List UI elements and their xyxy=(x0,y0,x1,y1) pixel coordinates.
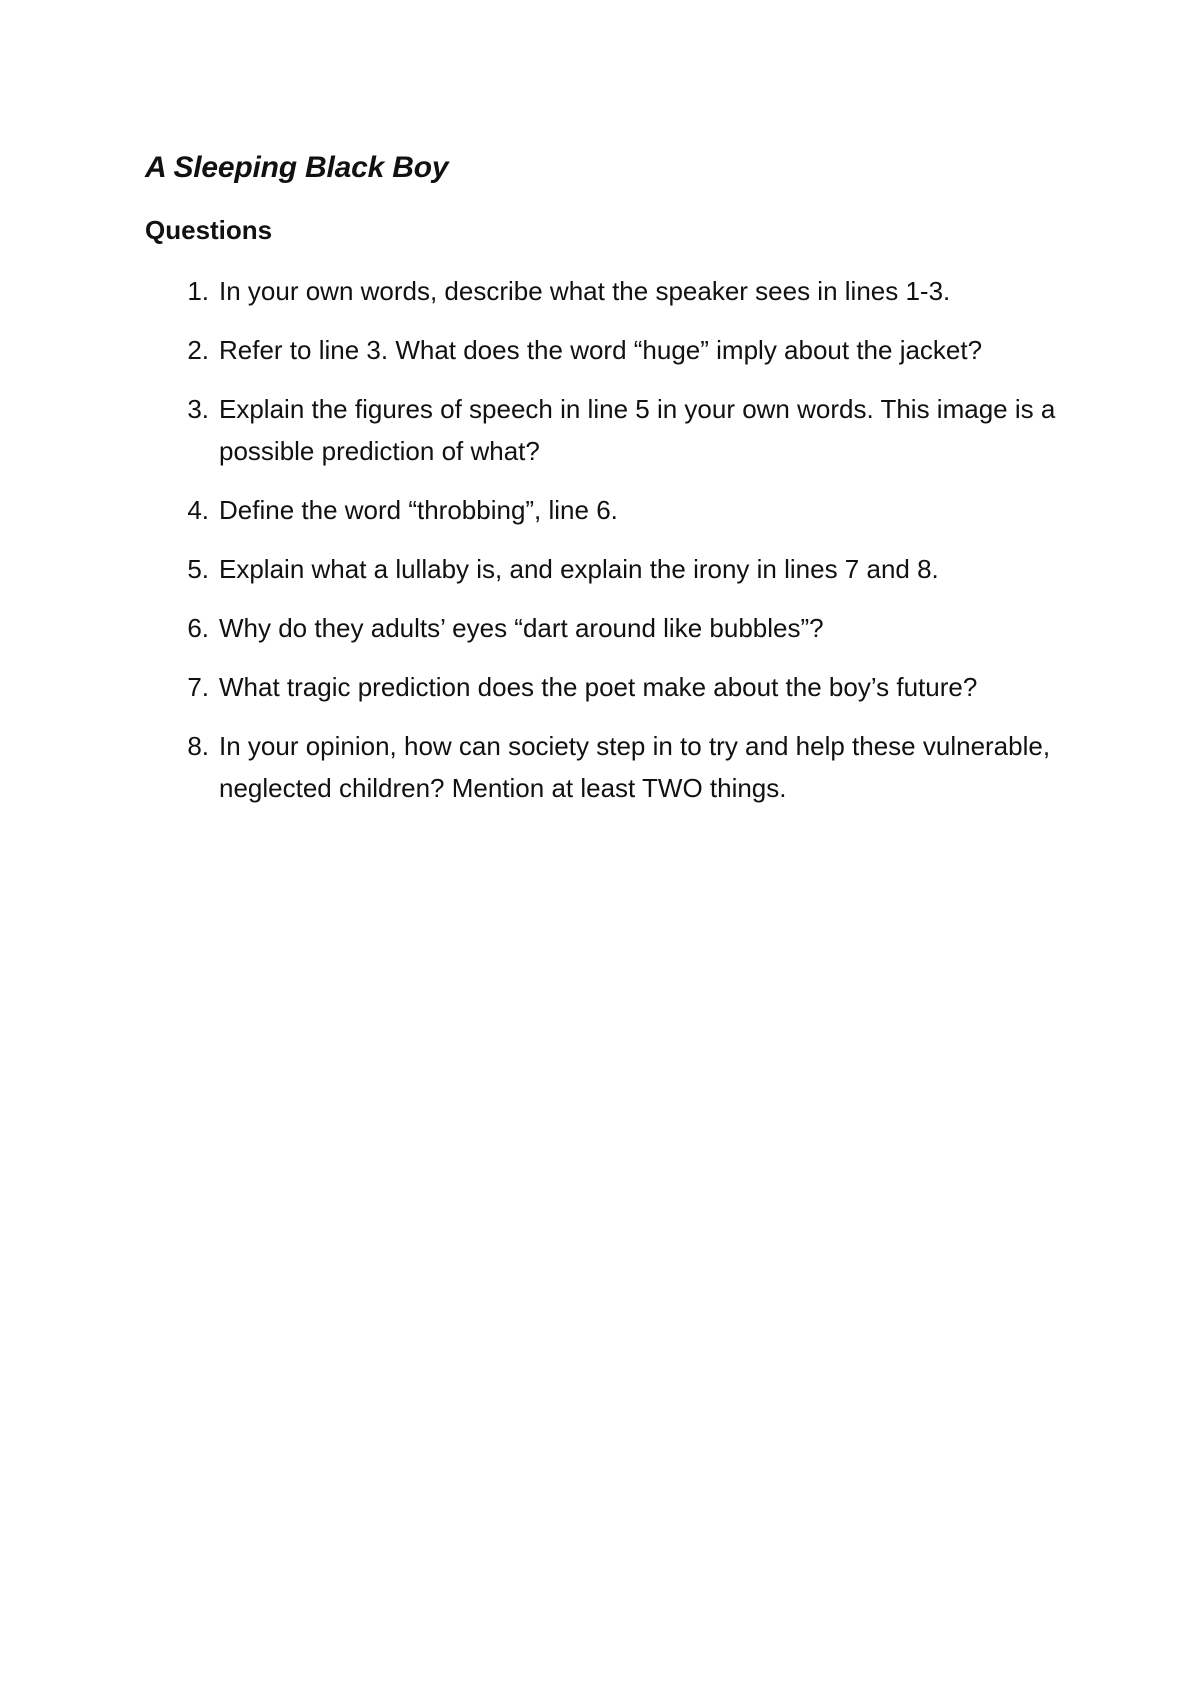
question-item-2 xyxy=(145,329,1075,371)
question-number-1: 1. xyxy=(187,276,209,306)
question-item-6 xyxy=(145,607,1075,649)
question-number-2: 2. xyxy=(187,335,209,365)
question-item-1 xyxy=(145,270,1075,312)
question-text-6: Why do they adults’ eyes “dart around like bubbles”? xyxy=(219,613,824,643)
question-number-8: 8. xyxy=(187,731,209,761)
question-item-3 xyxy=(145,388,1075,472)
question-text-4: Define the word “throbbing”, line 6. xyxy=(219,495,618,525)
question-list xyxy=(145,270,1075,826)
question-number-6: 6. xyxy=(187,613,209,643)
question-text-3: Explain the figures of speech in line 5 in your own words. This image is a possible prediction of what? xyxy=(219,394,1056,466)
document-title: A Sleeping Black Boy xyxy=(145,151,449,184)
question-text-8: In your opinion, how can society step in to try and help these vulnerable, neglected children? Mention at least TWO things. xyxy=(219,731,1051,803)
question-text-7: What tragic prediction does the poet make about the boy’s future? xyxy=(219,672,978,702)
question-item-5 xyxy=(145,548,1075,590)
question-item-7 xyxy=(145,666,1075,708)
question-number-7: 7. xyxy=(187,672,209,702)
question-number-4: 4. xyxy=(187,495,209,525)
question-number-3: 3. xyxy=(187,394,209,424)
question-number-5: 5. xyxy=(187,554,209,584)
questions-heading: Questions xyxy=(145,215,273,245)
question-item-4 xyxy=(145,489,1075,531)
question-item-8 xyxy=(145,725,1075,809)
question-text-2: Refer to line 3. What does the word “huge” imply about the jacket? xyxy=(219,335,983,365)
question-text-1: In your own words, describe what the speaker sees in lines 1-3. xyxy=(219,276,951,306)
question-text-5: Explain what a lullaby is, and explain the irony in lines 7 and 8. xyxy=(219,554,939,584)
